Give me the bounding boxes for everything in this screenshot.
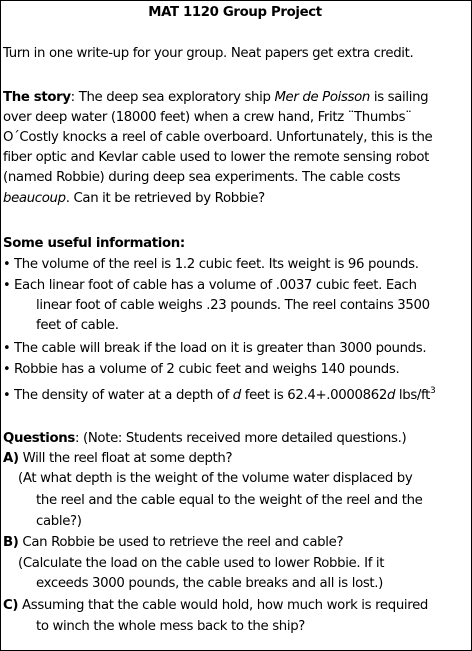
page-title: MAT 1120 Group Project (148, 5, 322, 20)
info-item-2-line-1: Each linear foot of cable has a volume of .0037 cubic feet. Each (14, 278, 417, 293)
question-a: A) Will the reel float at some depth? (3, 451, 233, 466)
info-heading: Some useful information: (3, 236, 185, 251)
info-item-4: Robbie has a volume of 2 cubic feet and weighs 140 pounds. (14, 362, 400, 377)
beaucoup-word: beaucoup (3, 191, 66, 206)
info-item-5: The density of water at a depth of d feet is 62.4+.0000862d lbs/$ft^3$ (14, 386, 436, 403)
question-b: B) Can Robbie be used to retrieve the reel and cable? (3, 535, 344, 550)
story-line-1: The story: The deep sea exploratory ship Mer de Poisson is sailing (3, 90, 429, 105)
bullet-icon: • (3, 362, 11, 377)
question-c: C) Assuming that the cable would hold, how much work is required (3, 598, 429, 613)
info-item-2-line-3: feet of cable. (36, 318, 119, 333)
story-line-6: beaucoup. Can it be retrieved by Robbie? (3, 191, 265, 206)
story-line-3: O´Costly knocks a reel of cable overboard. Unfortunately, this is the (3, 130, 433, 145)
info-item-2-line-2: linear foot of cable weighs .23 pounds. The reel contains 3500 (36, 298, 430, 313)
question-a-detail-2: the reel and the cable equal to the weight of the reel and the (36, 493, 423, 508)
question-b-detail-2: exceeds 3000 pounds, the cable breaks and all is lost.) (36, 576, 384, 591)
story-line-4: fiber optic and Kevlar cable used to lower the remote sensing robot (3, 150, 429, 165)
info-item-3: The cable will break if the load on it is greater than 3000 pounds. (14, 341, 427, 356)
question-a-detail-3: cable?) (36, 514, 82, 529)
question-a-detail-1: (At what depth is the weight of the volume water displaced by (18, 471, 413, 486)
question-b-detail-1: (Calculate the load on the cable used to lower Robbie. If it (18, 556, 385, 571)
info-item-1: The volume of the reel is 1.2 cubic feet. Its weight is 96 pounds. (14, 257, 419, 272)
story-line-5: (named Robbie) during deep sea experiments. The cable costs (3, 170, 401, 185)
ship-name: Mer de Poisson (274, 90, 370, 105)
story-line-2: over deep water (18000 feet) when a crew hand, Fritz ¨Thumbs¨ (3, 110, 412, 125)
bullet-icon: • (3, 388, 11, 403)
bullet-icon: • (3, 341, 11, 356)
story-heading: The story (3, 90, 71, 105)
bullet-icon: • (3, 257, 11, 272)
questions-heading-line: Questions: (Note: Students received more detailed questions.) (3, 431, 407, 446)
intro-text: Turn in one write-up for your group. Neat papers get extra credit. (3, 46, 414, 61)
question-c-line-2: to winch the whole mess back to the ship? (36, 619, 305, 634)
bullet-icon: • (3, 278, 11, 293)
questions-heading: Questions (3, 431, 75, 446)
